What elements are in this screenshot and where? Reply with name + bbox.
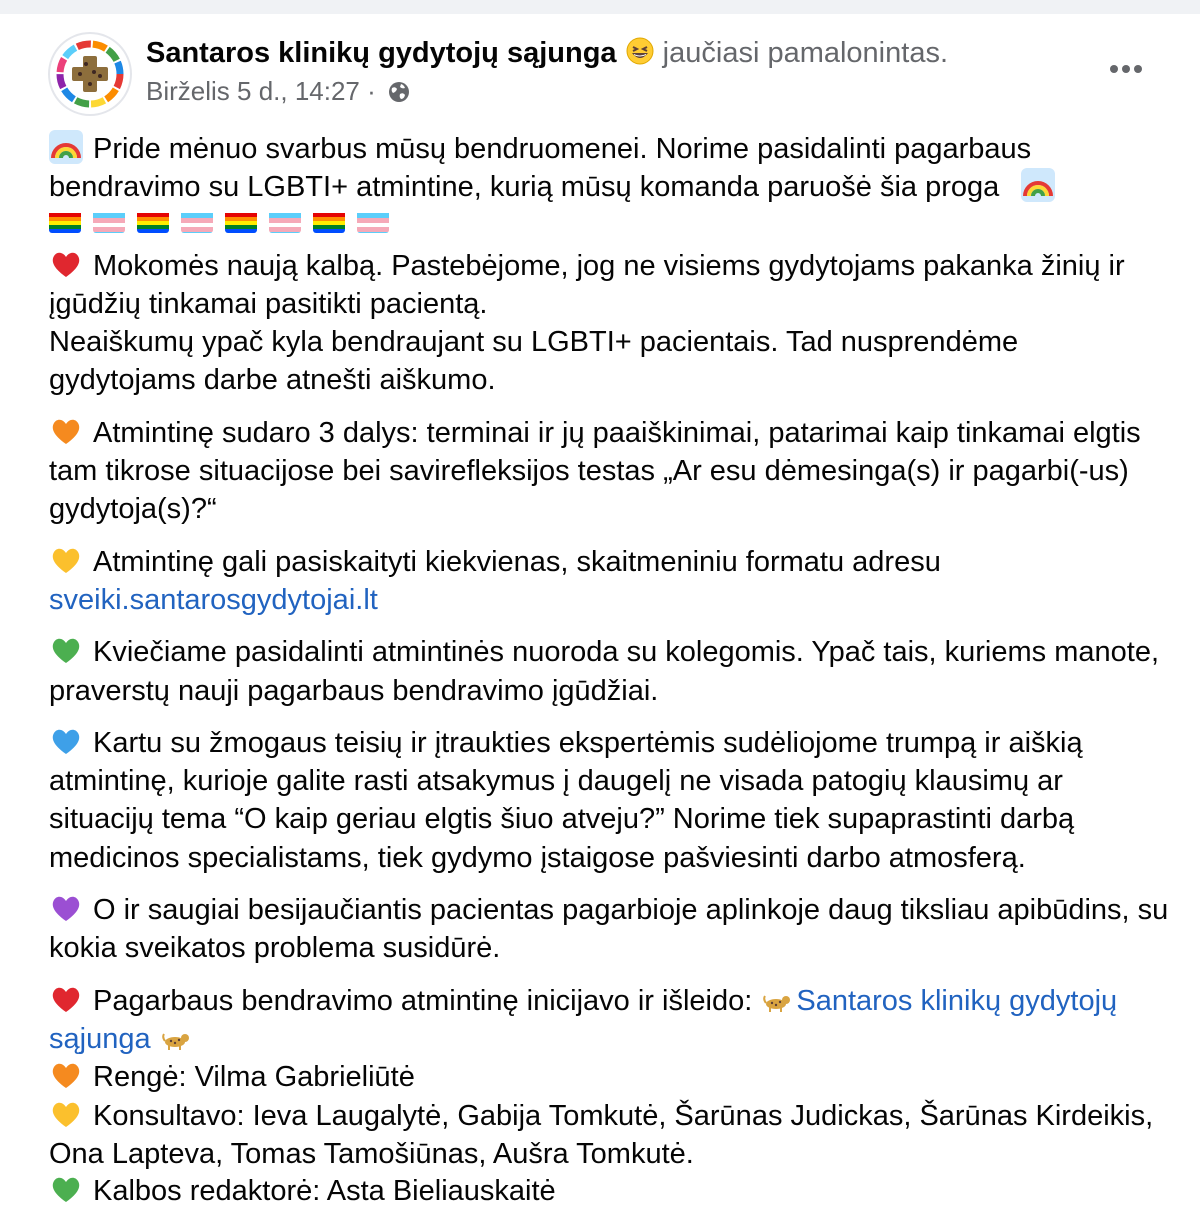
paragraph-consultants-text: Konsultavo: Ieva Laugalytė, Gabija Tomkutė, Šarūnas Judickas, Šarūnas Kirdeikis, Ona Lapteva, Tomas Tamošiūnas, Aušra Tomkutė.	[49, 1099, 1154, 1170]
author-name-link[interactable]: Santaros klinikų gydytojų sąjunga	[146, 37, 617, 69]
paragraph-parts	[49, 414, 1169, 529]
blue-heart-icon	[49, 724, 83, 758]
grinning-squinting-face-icon	[625, 36, 655, 74]
paragraph-author-credit-text: Rengė: Vilma Gabrieliūtė	[93, 1061, 415, 1094]
paragraph-read-text: Atmintinę gali pasiskaityti kiekvienas, skaitmeniniu formatu adresu	[93, 545, 941, 578]
green-heart-icon	[49, 633, 83, 667]
post-card	[0, 14, 1200, 1191]
paragraph-patient-text: O ir saugiai besijaučiantis pacientas pagarbioje aplinkoje daug tiksliau apibūdins, su kokia sveikatos problema susidūrė.	[49, 894, 1169, 965]
paragraph-author-credit	[49, 1058, 1169, 1096]
rainbow-icon	[49, 130, 83, 164]
more-options-icon	[1104, 54, 1148, 84]
post-meta	[146, 76, 411, 111]
transgender-flag-icon	[269, 209, 301, 233]
paragraph-editor-cut	[49, 1172, 556, 1208]
paragraph-clarity: Neaiškumų ypač kyla bendraujant su LGBTI+ pacientais. Tad nusprendėme gydytojams darbe atnešti aiškumo.	[49, 326, 1019, 397]
paragraph-publisher	[49, 982, 1169, 1059]
orange-heart-icon	[49, 1058, 83, 1092]
paragraph-consultants	[49, 1097, 1169, 1174]
paragraph-editor-text: Kalbos redaktorė: Asta Bieliauskaitė	[93, 1175, 556, 1207]
leopard-icon	[161, 1024, 191, 1054]
red-heart-icon	[49, 247, 83, 281]
yellow-heart-icon	[49, 543, 83, 577]
meta-separator: ·	[367, 76, 376, 106]
page-background-strip	[0, 0, 1200, 14]
transgender-flag-icon	[357, 209, 389, 233]
paragraph-patient	[49, 891, 1169, 968]
orange-heart-icon	[49, 414, 83, 448]
paragraph-publisher-text: Pagarbaus bendravimo atmintinę inicijavo ir išleido:	[93, 984, 753, 1017]
rainbow-flag-icon	[137, 209, 169, 233]
purple-heart-icon	[49, 891, 83, 925]
page-avatar[interactable]	[50, 34, 130, 114]
page-mention-link[interactable]: Santaros klinikų gydytojų sąjunga	[49, 984, 1118, 1055]
transgender-flag-icon	[181, 209, 213, 233]
post-body	[49, 130, 1169, 1173]
more-options-button[interactable]	[1104, 54, 1148, 84]
paragraph-language	[49, 247, 1169, 324]
avatar-logo-icon	[50, 34, 130, 114]
post-timestamp-link[interactable]: Birželis 5 d., 14:27	[146, 76, 360, 106]
rainbow-icon	[1021, 168, 1055, 202]
paragraph-experts	[49, 724, 1169, 877]
paragraph-pride	[49, 130, 1169, 207]
rainbow-flag-icon	[313, 209, 345, 233]
leopard-icon	[762, 986, 792, 1016]
rainbow-flag-icon	[49, 209, 81, 233]
website-link[interactable]: sveiki.santarosgydytojai.lt	[49, 583, 378, 616]
paragraph-language-text: Mokomės naują kalbą. Pastebėjome, jog ne visiems gydytojams pakanka žinių ir įgūdžių tinkamai pasitikti pacientą.	[49, 249, 1125, 320]
post-header-title	[146, 36, 948, 74]
paragraph-parts-text: Atmintinę sudaro 3 dalys: terminai ir jų paaiškinimai, patarimai kaip tinkamai elgtis tam tikrose situacijose bei savirefleksijos testas „Ar esu dėmesinga(s) ir pagarbi(-us) gydytoja(s)?“	[49, 416, 1141, 526]
paragraph-read	[49, 543, 1169, 620]
yellow-heart-icon	[49, 1097, 83, 1131]
red-heart-icon	[49, 982, 83, 1016]
rainbow-flag-icon	[225, 209, 257, 233]
green-heart-icon	[49, 1172, 83, 1206]
paragraph-share-text: Kviečiame pasidalinti atmintinės nuoroda su kolegomis. Ypač tais, kuriems manote, praverstų nauji pagarbaus bendravimo įgūdžiai.	[49, 636, 1160, 707]
paragraph-pride-text: Pride mėnuo svarbus mūsų bendruomenei. Norime pasidalinti pagarbaus bendravimo su LGBTI+ atmintine, kurią mūsų komanda paruošė šia proga	[49, 133, 1032, 204]
transgender-flag-icon	[93, 209, 125, 233]
paragraph-experts-text: Kartu su žmogaus teisių ir įtraukties ekspertėmis sudėliojome trumpą ir aiškią atmintinę, kurioje galite rasti atsakymus į daugelį ne visada patogių klausimų ar situacijų tema “O kaip geriau elgtis šiuo atveju?” Norime tiek supaprastinti darbą medicinos specialistams, tiek gydymo įstaigose pašviesinti darbo atmosferą.	[49, 726, 1083, 874]
paragraph-share	[49, 633, 1169, 710]
globe-icon[interactable]	[387, 80, 411, 111]
flag-emoji-row	[49, 201, 1169, 241]
feeling-text: jaučiasi pamalonintas.	[662, 37, 948, 69]
